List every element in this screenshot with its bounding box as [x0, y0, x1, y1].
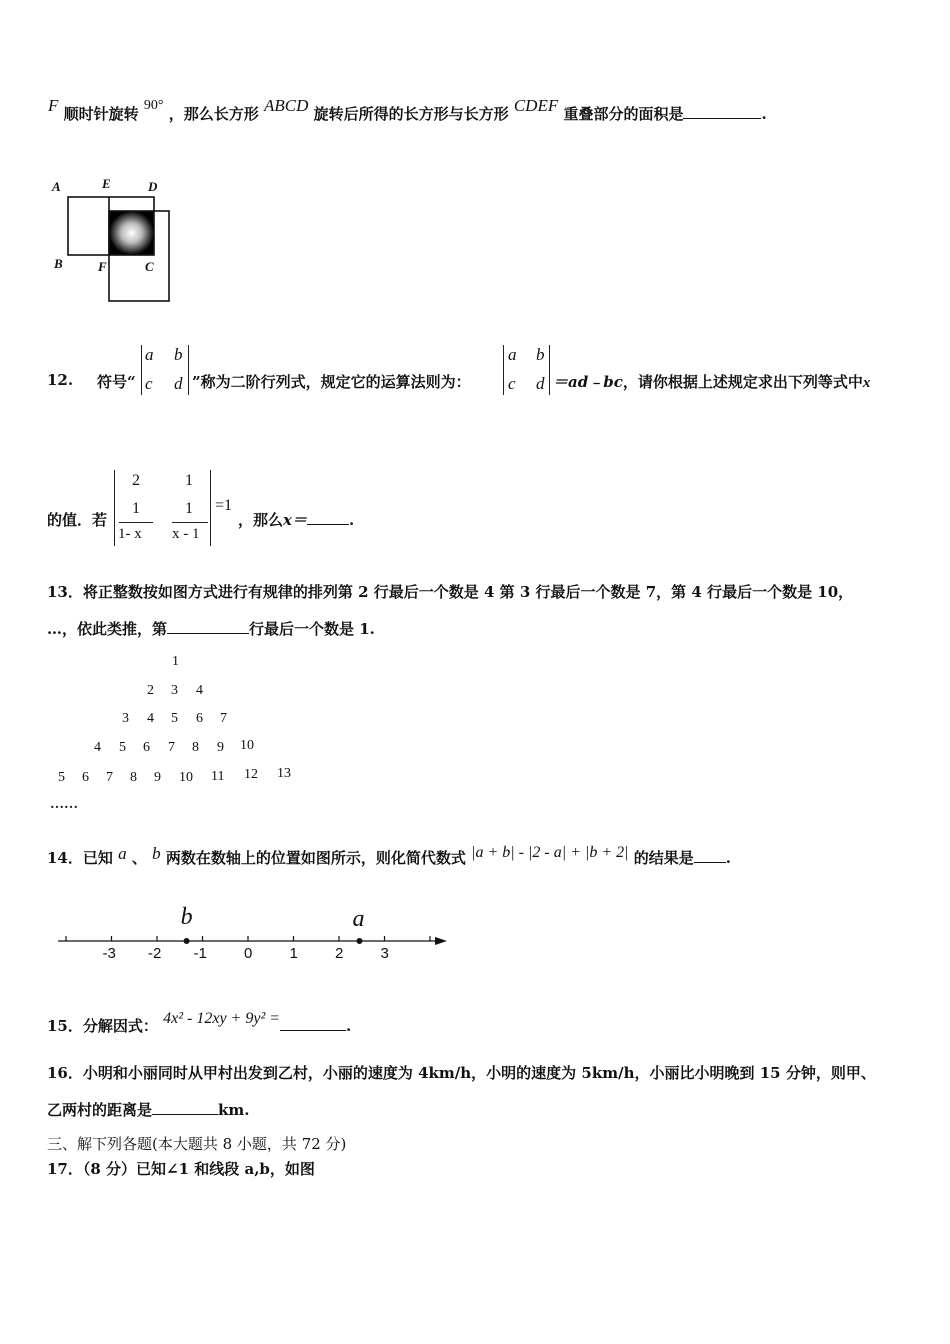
- det-br-numerator: 1: [185, 500, 193, 517]
- tri-r5-c9: 13: [277, 766, 291, 781]
- q11-f-var: F: [48, 96, 59, 115]
- label-a: A: [52, 179, 61, 194]
- matrix2-d: d: [536, 374, 545, 393]
- q12-rule: ＝ad﹣bc: [553, 373, 623, 391]
- matrix2-right-bar: [549, 345, 550, 395]
- tri-r3-c2: 4: [147, 711, 154, 726]
- det-left-bar: [114, 470, 115, 546]
- q13-line1: 13．将正整数按如图方式进行有规律的排列第 2 行最后一个数是 4 第 3 行最后一个数是 7，第 4 行最后一个数是 10，: [47, 583, 854, 601]
- q11-abcd: ABCD: [263, 96, 309, 115]
- tri-r3-c1: 3: [122, 711, 129, 726]
- tri-r5-c1: 5: [58, 770, 65, 785]
- q12-end: .: [348, 511, 355, 529]
- q12-text4: 的值．若: [47, 511, 108, 529]
- tri-r4-c1: 4: [94, 740, 101, 755]
- tri-r4-c4: 7: [168, 740, 175, 755]
- q12-x-eq: x＝: [283, 511, 307, 529]
- q12-text1: 符号“: [97, 373, 136, 391]
- tri-r5-c4: 8: [130, 770, 137, 785]
- q16-line1: 16．小明和小丽同时从甲村出发到乙村，小丽的速度为 4km/h，小明的速度为 5km/h，小丽比小明晚到 15 分钟，则甲、: [47, 1064, 876, 1082]
- q15-text1: 15．分解因式：: [47, 1017, 158, 1035]
- q11-cdef: CDEF: [513, 96, 559, 115]
- q11-text4: 重叠部分的面积是: [563, 105, 684, 123]
- q14-text1: 14．已知: [47, 849, 113, 867]
- q12-number: 12.: [47, 371, 74, 389]
- label-e: E: [102, 176, 111, 191]
- axis-arrow: [435, 937, 447, 945]
- q14-answer-blank: [694, 848, 726, 863]
- q12-line1-tail: [553, 371, 870, 392]
- q12-text2: ”称为二阶行列式，规定它的运算法则为：: [192, 373, 471, 391]
- tri-r4-c6: 9: [217, 740, 224, 755]
- label-f: F: [98, 259, 107, 274]
- matrix1-a: a: [145, 345, 154, 364]
- det-top-left: 2: [132, 472, 140, 489]
- det-br-fraction-bar: [172, 522, 208, 523]
- q16-line2: [47, 1099, 250, 1120]
- q15-end: .: [346, 1017, 352, 1035]
- tri-r3-c3: 5: [171, 711, 178, 726]
- q17-line: 17．（8 分）已知∠1 和线段 a,b，如图: [47, 1160, 315, 1178]
- q12-text3: ，请你根据上述规定求出下列等式中: [622, 373, 863, 391]
- q14-end: .: [725, 849, 731, 867]
- q12-var-x: x: [862, 375, 871, 391]
- q14-sep: 、: [131, 849, 147, 867]
- tri-r4-c2: 5: [119, 740, 126, 755]
- q15-line: [47, 1010, 352, 1036]
- tri-r4-c3: 6: [143, 740, 150, 755]
- det-right-bar: [210, 470, 211, 546]
- tri-r5-c6: 10: [179, 770, 193, 785]
- rectangle-figure-svg: [48, 176, 178, 306]
- section-3-title: 三、解下列各题(本大题共 8 小题，共 72 分): [47, 1135, 347, 1153]
- q16-text2b: km.: [218, 1101, 250, 1119]
- tri-r5-c2: 6: [82, 770, 89, 785]
- q13-line2: [47, 618, 375, 639]
- number-line: [50, 900, 460, 975]
- tri-r3-c5: 7: [220, 711, 227, 726]
- q11-angle: 90°: [143, 98, 164, 113]
- det-bl-fraction-bar: [119, 522, 153, 523]
- point-a-dot: [356, 938, 362, 944]
- label-b: B: [54, 256, 63, 271]
- q13-answer-blank: [167, 619, 249, 634]
- q12-line2-tail: [238, 509, 354, 530]
- matrix1-d: d: [174, 374, 183, 393]
- q11-line: [48, 96, 767, 124]
- matrix2-left-bar: [503, 345, 504, 395]
- tri-r3-c4: 6: [196, 711, 203, 726]
- tri-r5-c7: 11: [211, 769, 225, 784]
- q13-text2b: 行最后一个数是 1.: [249, 620, 375, 638]
- q11-text3: 旋转后所得的长方形与长方形: [313, 105, 509, 123]
- q11-end: .: [761, 105, 767, 123]
- tri-r5-c3: 7: [106, 770, 113, 785]
- point-b-dot: [184, 938, 190, 944]
- matrix1-right-bar: [188, 345, 189, 395]
- q14-a: a: [118, 844, 127, 863]
- q16-answer-blank: [152, 1100, 218, 1115]
- point-b-label: b: [180, 904, 193, 930]
- matrix1-c: c: [145, 374, 153, 393]
- det-bl-denominator: 1- x: [118, 526, 142, 542]
- number-triangle: [48, 650, 308, 820]
- axis-tick-label: 0: [244, 945, 253, 962]
- q13-text2a: …，依此类推，第: [47, 620, 168, 638]
- tri-ellipsis: ……: [50, 797, 78, 812]
- q11-text2: ，那么长方形: [168, 105, 259, 123]
- label-c: C: [145, 259, 154, 274]
- tri-r2-c1: 2: [147, 683, 154, 698]
- rectangle-rotation-figure: [48, 176, 178, 306]
- axis-tick-label: -3: [102, 945, 116, 962]
- axis-tick-label: 1: [289, 945, 298, 962]
- tri-r4-c5: 8: [192, 740, 199, 755]
- q12-answer-blank: [307, 510, 349, 525]
- tri-r1-c1: 1: [172, 654, 179, 669]
- q16-text2a: 乙两村的距离是: [47, 1101, 153, 1119]
- det-bl-numerator: 1: [132, 500, 140, 517]
- q14-text3: 的结果是: [633, 849, 694, 867]
- tri-r2-c3: 4: [196, 683, 203, 698]
- q14-b: b: [152, 844, 161, 863]
- matrix2-a: a: [508, 345, 517, 364]
- q14-line: [47, 844, 731, 868]
- axis-tick-label: -1: [193, 945, 207, 962]
- q15-expression: 4x² - 12xy + 9y² =: [163, 1010, 281, 1027]
- tri-r4-c7: 10: [240, 738, 254, 753]
- axis-tick-label: -2: [148, 945, 162, 962]
- overlap-region: [109, 211, 154, 255]
- point-a-label: a: [352, 906, 365, 932]
- q11-text1: 顺时针旋转: [63, 105, 139, 123]
- det-equals-one: =1: [215, 497, 233, 514]
- q14-text2: 两数在数轴上的位置如图所示，则化简代数式: [165, 849, 466, 867]
- q11-answer-blank: [683, 104, 761, 119]
- matrix1-left-bar: [141, 345, 142, 395]
- matrix1-b: b: [174, 345, 183, 364]
- number-line-svg: [50, 900, 460, 975]
- tri-r5-c8: 12: [244, 767, 258, 782]
- axis-tick-label: 2: [335, 945, 344, 962]
- tri-r5-c5: 9: [154, 770, 161, 785]
- matrix2-b: b: [536, 345, 545, 364]
- q14-expression: |a + b| - |2 - a| + |b + 2|: [471, 844, 629, 861]
- axis-tick-label: 3: [380, 945, 389, 962]
- tri-r2-c2: 3: [171, 683, 178, 698]
- q15-answer-blank: [280, 1016, 346, 1031]
- det-top-right: 1: [185, 472, 193, 489]
- q12-text5: ，那么: [238, 511, 284, 529]
- matrix2-c: c: [508, 374, 516, 393]
- label-d: D: [148, 179, 158, 194]
- det-br-denominator: x - 1: [172, 526, 200, 542]
